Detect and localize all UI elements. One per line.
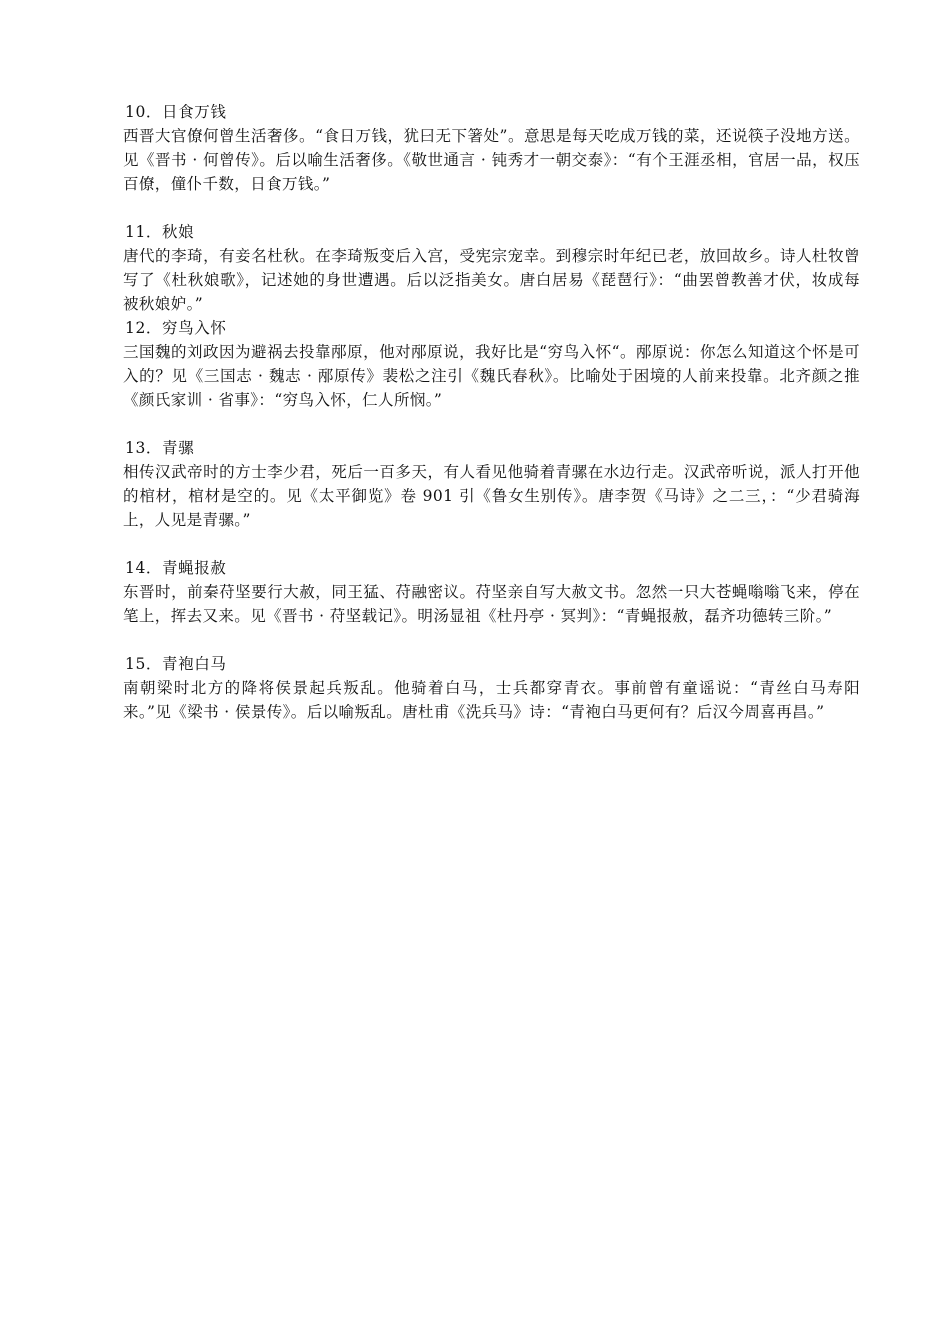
entry-body: 西晋大官僚何曾生活奢侈。“食日万钱，犹曰无下箸处”。意思是每天吃成万钱的菜，还说筷子没地方送。见《晋书 · 何曾传》。后以喻生活奢侈。《敬世通言 · 钝秀才一朝交泰》：“有个王涯丞相，官居一品，权压百僚，僮仆千数，日食万钱。” [123, 127, 860, 193]
entry-body: 相传汉武帝时的方士李少君，死后一百多天，有人看见他骑着青骡在水边行走。汉武帝听说，派人打开他的棺材，棺材是空的。见《太平御览》卷 901 引《鲁女生别传》。唐李贺《马诗》之二三，：“少君骑海上，人见是青骡。” [123, 463, 860, 529]
entry-body: 南朝梁时北方的降将侯景起兵叛乱。他骑着白马，士兵都穿青衣。事前曾有童谣说：“青丝白马寿阳来。”见《梁书 · 侯景传》。后以喻叛乱。唐杜甫《洗兵马》诗：“青袍白马更何有？后汉今周喜再昌。” [123, 679, 860, 721]
entry-title [123, 220, 860, 244]
entry-body: 东晋时，前秦苻坚要行大赦，同王猛、苻融密议。苻坚亲自写大赦文书。忽然一只大苍蝇嗡嗡飞来，停在笔上，挥去又来。见《晋书 · 苻坚载记》。明汤显祖《杜丹亭 · 冥判》：“青蝇报赦，磊齐功德转三阶。” [123, 583, 860, 625]
entry-spacer [123, 196, 860, 220]
entry-body: 唐代的李琦，有妾名杜秋。在李琦叛变后入宫，受宪宗宠幸。到穆宗时年纪已老，放回故乡。诗人杜牧曾写了《杜秋娘歌》，记述她的身世遭遇。后以泛指美女。唐白居易《琵琶行》：“曲罢曾教善才伏，妆成每被秋娘妒。” [123, 247, 860, 313]
entry-title [123, 316, 860, 340]
entry-11 [123, 220, 860, 316]
entry-number: 10． [125, 103, 163, 121]
entry-heading: 日食万钱 [162, 103, 227, 121]
entry-number: 13． [125, 439, 163, 457]
entry-10 [123, 100, 860, 196]
entry-heading: 青蝇报赦 [162, 559, 227, 577]
entry-13 [123, 436, 860, 532]
entry-number: 11． [125, 223, 163, 241]
entry-spacer [123, 532, 860, 556]
entry-number: 15． [125, 655, 163, 673]
entry-heading: 青骡 [162, 439, 195, 457]
entry-spacer [123, 628, 860, 652]
entry-title [123, 436, 860, 460]
document-content [123, 100, 860, 724]
entry-spacer [123, 412, 860, 436]
entry-title [123, 556, 860, 580]
entry-heading: 秋娘 [162, 223, 195, 241]
entry-heading: 穷鸟入怀 [162, 319, 227, 337]
entry-heading: 青袍白马 [162, 655, 227, 673]
entry-number: 12． [125, 319, 163, 337]
entry-title [123, 100, 860, 124]
entry-15 [123, 652, 860, 724]
entry-14 [123, 556, 860, 628]
entry-12 [123, 316, 860, 412]
entry-number: 14． [125, 559, 163, 577]
entry-body: 三国魏的刘政因为避祸去投靠邴原，他对邴原说，我好比是“穷鸟入怀“。邴原说：你怎么知道这个怀是可入的？见《三国志 · 魏志 · 邴原传》裴松之注引《魏氏春秋》。比喻处于困境的人前来投靠。北齐颜之推《颜氏家训 · 省事》：“穷鸟入怀，仁人所悯。” [123, 343, 860, 409]
entry-title [123, 652, 860, 676]
